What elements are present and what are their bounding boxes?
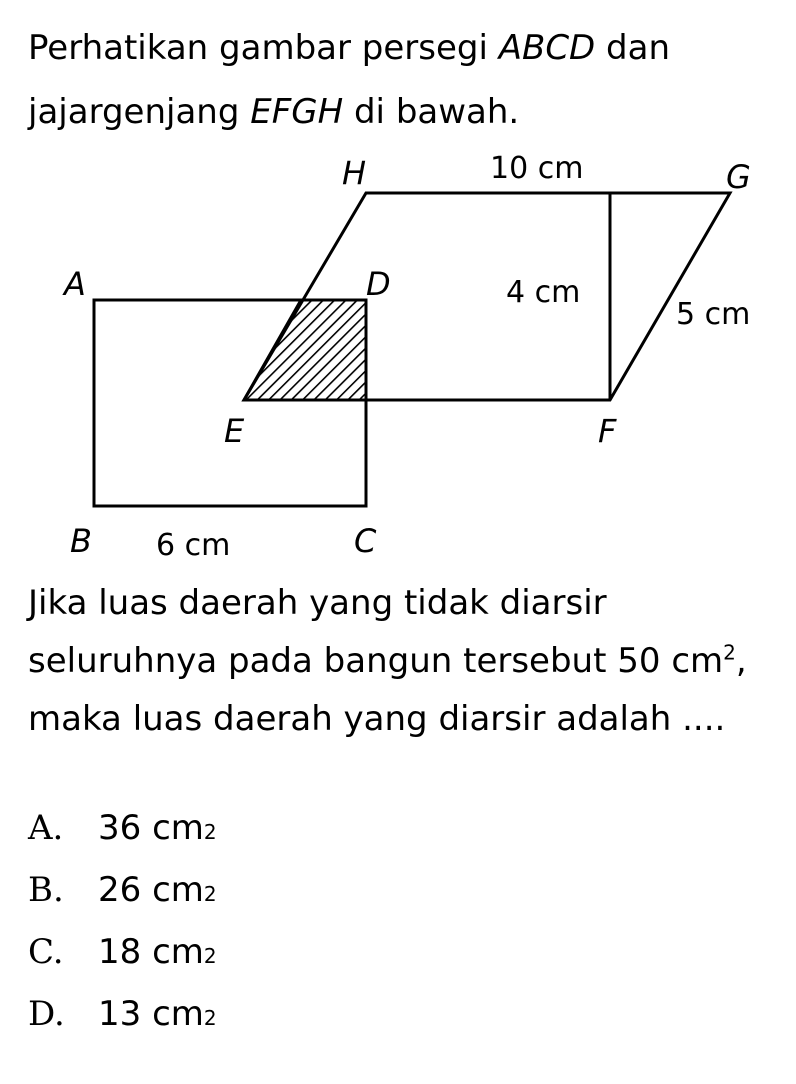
height-length-label: 4 cm [506, 275, 581, 310]
vertex-g-label: G [726, 158, 751, 196]
problem-paragraph [28, 574, 748, 748]
square-name: ABCD [498, 28, 596, 68]
option-value: 26 cm [98, 870, 204, 910]
option-value: 18 cm [98, 932, 204, 972]
option-letter: A. [28, 808, 64, 848]
option-letter: B. [28, 870, 64, 910]
paragraph-text-1: Jika luas daerah yang tidak diarsir seluruhnya pada bangun tersebut [28, 583, 618, 681]
answer-options [28, 808, 217, 1056]
vertex-h-label: H [342, 154, 367, 192]
hg-length-label: 10 cm [490, 151, 584, 186]
vertex-f-label: F [598, 412, 617, 450]
option-value: 36 cm [98, 808, 204, 848]
area-exponent: 2 [723, 640, 736, 665]
option-letter: C. [28, 932, 64, 972]
parallelogram-name: EFGH [250, 92, 344, 132]
option-value: 13 cm [98, 994, 204, 1034]
vertex-a-label: A [64, 265, 86, 303]
question-line1-post: dan [595, 28, 671, 68]
option-d[interactable]: D. 13 cm 2 [28, 994, 217, 1034]
option-b[interactable]: B. 26 cm 2 [28, 870, 217, 910]
question-line2-post: di bawah. [343, 92, 520, 132]
vertex-b-label: B [70, 522, 92, 560]
bc-length-label: 6 cm [156, 528, 231, 560]
area-value: 50 cm [617, 641, 724, 681]
option-letter: D. [28, 994, 65, 1034]
option-a[interactable]: A. 36 cm 2 [28, 808, 217, 848]
vertex-d-label: D [366, 265, 391, 303]
option-c[interactable]: C. 18 cm 2 [28, 932, 217, 972]
question-line1-pre: Perhatikan gambar persegi [28, 28, 499, 68]
vertex-e-label: E [224, 412, 245, 450]
shaded-region [244, 300, 366, 400]
fg-length-label: 5 cm [676, 297, 751, 332]
question-line2-pre: jajargenjang [28, 92, 251, 132]
paragraph-text-2: , maka luas daerah yang diarsir adalah .... [28, 641, 747, 739]
vertex-c-label: C [354, 522, 377, 560]
